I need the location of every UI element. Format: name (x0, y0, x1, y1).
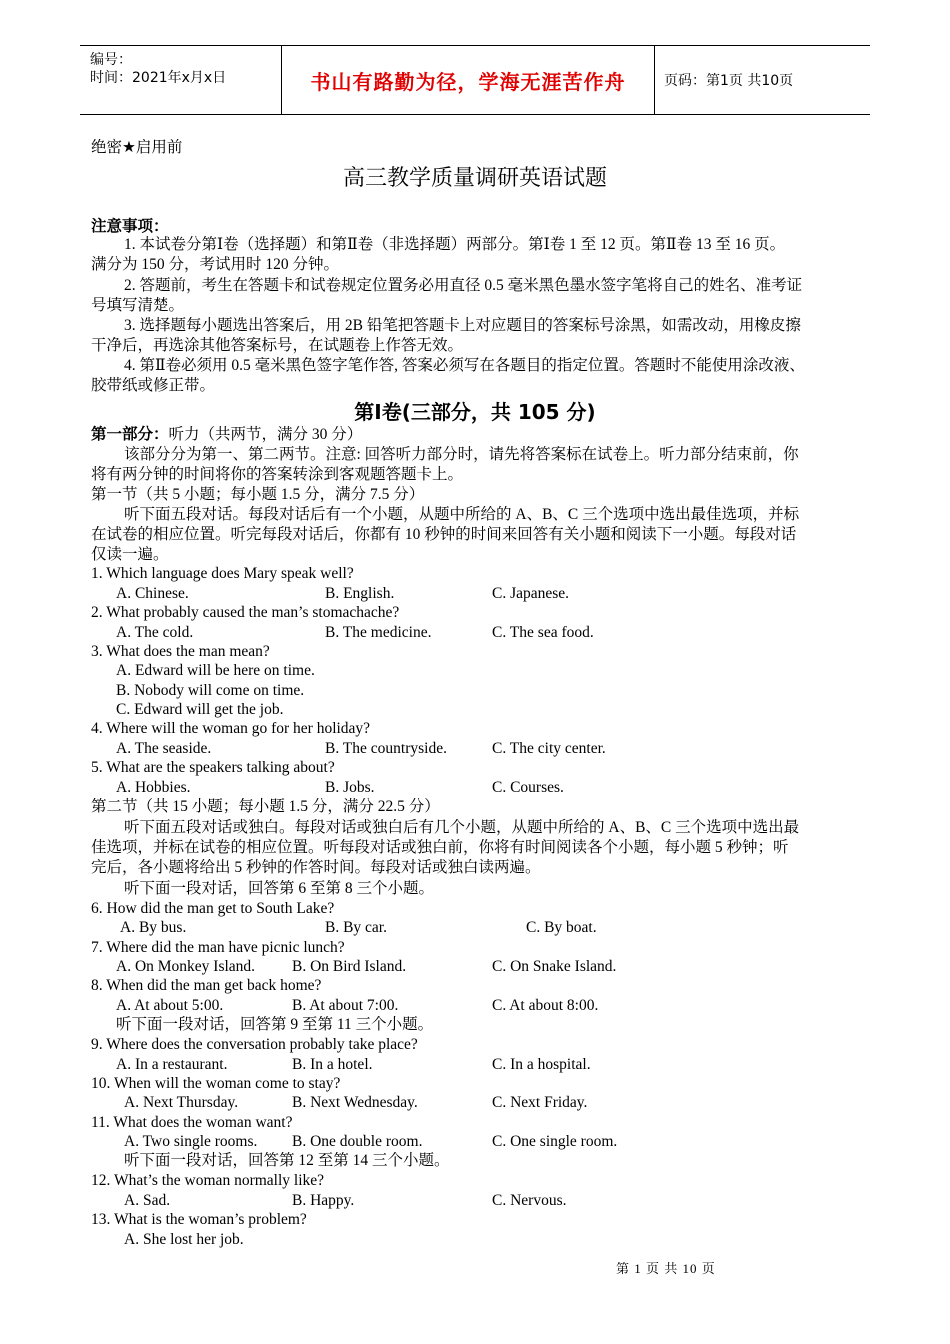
option-a: A. Sad. (124, 1192, 171, 1209)
volume-title: 第Ⅰ卷(三部分，共 105 分) (354, 400, 596, 424)
option-b: B. Happy. (292, 1192, 355, 1209)
page-footer: 第 1 页 共 10 页 (616, 1261, 716, 1276)
dialog-instruction: 听下面一段对话，回答第 6 至第 8 三个小题。 (124, 880, 435, 897)
option-b: B. English. (325, 585, 395, 602)
question-text: 7. Where did the man have picnic lunch? (91, 939, 345, 956)
notice-line: 2. 答题前，考生在答题卡和试卷规定位置务必用直径 0.5 毫米黑色墨水签字笔将自己的姓名、准考证 (124, 277, 803, 294)
option-c: C. Edward will get the job. (116, 701, 284, 718)
option-b: B. The medicine. (325, 624, 432, 641)
section2-intro-line: 完后，各小题将给出 5 秒钟的作答时间。每段对话或独白读两遍。 (91, 859, 541, 876)
question-text: 8. When did the man get back home? (91, 977, 322, 994)
secret-label: 绝密★启用前 (91, 138, 183, 156)
question-text: 11. What does the woman want? (91, 1114, 293, 1131)
page-header (80, 45, 870, 115)
question-text: 3. What does the man mean? (91, 643, 270, 660)
header-page-cell (654, 46, 870, 114)
option-a: A. By bus. (120, 919, 187, 936)
notice-line: 号填写清楚。 (91, 297, 185, 314)
option-a: A. Next Thursday. (124, 1094, 239, 1111)
option-a: A. The cold. (116, 624, 194, 641)
question-text: 6. How did the man get to South Lake? (91, 900, 335, 917)
header-info-cell (80, 46, 280, 114)
question-text: 12. What’s the woman normally like? (91, 1172, 325, 1189)
option-a: A. At about 5:00. (116, 997, 224, 1014)
header-motto-cell (281, 46, 655, 114)
question-text: 2. What probably caused the man’s stomachache? (91, 604, 400, 621)
section1-intro-line: 听下面五段对话。每段对话后有一个小题，从题中所给的 A、B、C 三个选项中选出最佳选项，并标 (124, 506, 800, 523)
option-b: B. The countryside. (325, 740, 447, 757)
part1-heading (91, 424, 362, 445)
option-b: B. Next Wednesday. (292, 1094, 418, 1111)
option-c: C. The city center. (492, 740, 606, 757)
section1-heading: 第一节（共 5 小题；每小题 1.5 分，满分 7.5 分） (91, 486, 425, 503)
option-a: A. Edward will be here on time. (116, 662, 315, 679)
question-text: 4. Where will the woman go for her holiday? (91, 720, 371, 737)
option-a: A. Hobbies. (116, 779, 191, 796)
code-label: 编号： (90, 52, 132, 68)
option-a: A. Chinese. (116, 585, 189, 602)
option-a: A. Two single rooms. (124, 1133, 258, 1150)
notice-line: 干净后，再选涂其他答案标号，在试题卷上作答无效。 (91, 337, 464, 354)
section1-intro-line: 仅读一遍。 (91, 546, 169, 563)
time-label: 时间：2021年x月x日 (90, 70, 227, 86)
part1-heading-text: 听力（共两节，满分 30 分） (168, 426, 363, 443)
dialog-instruction: 听下面一段对话，回答第 9 至第 11 三个小题。 (116, 1016, 434, 1033)
section1-intro-line: 在试卷的相应位置。听完每段对话后，你都有 10 秒钟的时间来回答有关小题和阅读下一小题。每段对话 (91, 526, 797, 543)
section2-intro-line: 听下面五段对话或独白。每段对话或独白后有几个小题，从题中所给的 A、B、C 三个选项中选出最 (124, 819, 800, 836)
notice-line: 3. 选择题每小题选出答案后，用 2B 铅笔把答题卡上对应题目的答案标号涂黑，如需改动，用橡皮擦 (124, 317, 801, 334)
option-c: C. The sea food. (492, 624, 594, 641)
section2-heading: 第二节（共 15 小题；每小题 1.5 分，满分 22.5 分） (91, 798, 440, 815)
option-c: C. On Snake Island. (492, 958, 617, 975)
section2-intro-line: 佳选项，并标在试卷的相应位置。听每段对话或独白前，你将有时间阅读各个小题，每小题 5 秒钟；听 (91, 839, 789, 856)
question-text: 13. What is the woman’s problem? (91, 1211, 307, 1228)
option-c: C. One single room. (492, 1133, 618, 1150)
notice-line: 满分为 150 分，考试用时 120 分钟。 (91, 256, 340, 273)
option-c: C. Japanese. (492, 585, 570, 602)
question-text: 5. What are the speakers talking about? (91, 759, 335, 776)
option-c: C. By boat. (526, 919, 597, 936)
option-b: B. On Bird Island. (292, 958, 407, 975)
option-a: A. On Monkey Island. (116, 958, 256, 975)
part1-heading-label: 第一部分： (91, 425, 169, 443)
option-c: C. At about 8:00. (492, 997, 599, 1014)
question-text: 9. Where does the conversation probably take place? (91, 1036, 418, 1053)
option-b: B. By car. (325, 919, 387, 936)
question-text: 10. When will the woman come to stay? (91, 1075, 341, 1092)
option-a: A. The seaside. (116, 740, 212, 757)
option-b: B. Nobody will come on time. (116, 682, 305, 699)
part1-intro-line: 将有两分钟的时间将你的答案转涂到客观题答题卡上。 (91, 466, 464, 483)
option-b: B. At about 7:00. (292, 997, 399, 1014)
option-b: B. Jobs. (325, 779, 375, 796)
option-c: C. Courses. (492, 779, 564, 796)
option-a: A. She lost her job. (124, 1231, 244, 1248)
notice-line: 胶带纸或修正带。 (91, 377, 216, 394)
option-b: B. In a hotel. (292, 1056, 373, 1073)
notice-line: 1. 本试卷分第Ⅰ卷（选择题）和第Ⅱ卷（非选择题）两部分。第Ⅰ卷 1 至 12 页。第Ⅱ卷 13 至 16 页。 (124, 236, 786, 253)
question-text: 1. Which language does Mary speak well? (91, 565, 354, 582)
option-b: B. One double room. (292, 1133, 423, 1150)
option-c: C. Nervous. (492, 1192, 567, 1209)
page-title: 高三教学质量调研英语试题 (342, 166, 607, 191)
option-c: C. Next Friday. (492, 1094, 588, 1111)
notice-heading: 注意事项： (91, 217, 169, 235)
notice-line: 4. 第Ⅱ卷必须用 0.5 毫米黑色签字笔作答, 答案必须写在各题目的指定位置。答题时不能使用涂改液、 (124, 357, 805, 374)
motto: 书山有路勤为径，学海无涯苦作舟 (310, 69, 626, 94)
option-c: C. In a hospital. (492, 1056, 591, 1073)
page-code: 页码：第1页 共10页 (664, 73, 794, 89)
dialog-instruction: 听下面一段对话，回答第 12 至第 14 三个小题。 (124, 1152, 450, 1169)
option-a: A. In a restaurant. (116, 1056, 228, 1073)
part1-intro-line: 该部分分为第一、第二两节。注意: 回答听力部分时，请先将答案标在试卷上。听力部分结束前，你 (124, 446, 799, 463)
